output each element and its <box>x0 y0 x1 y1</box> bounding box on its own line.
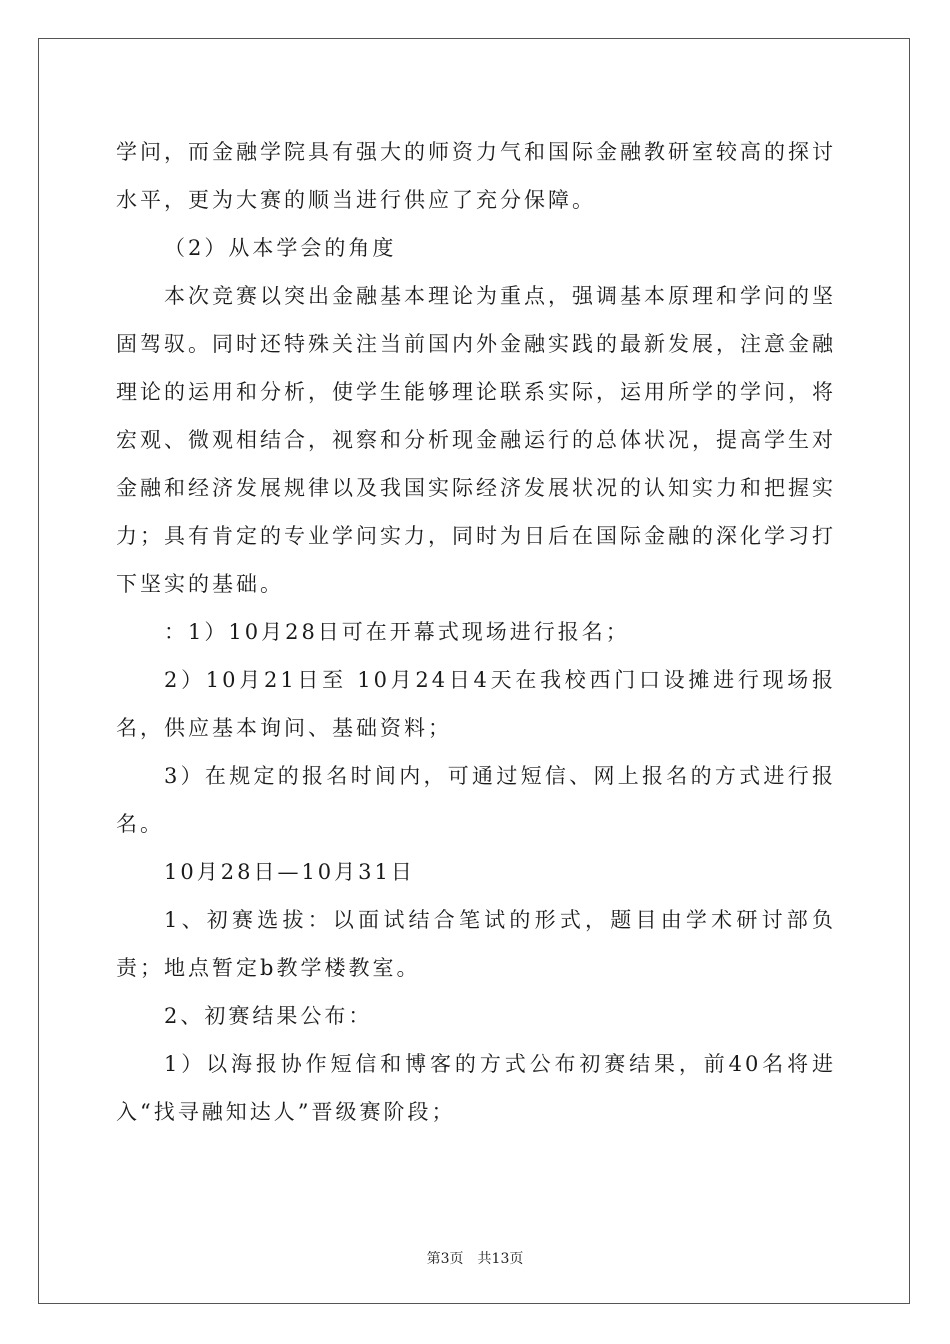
paragraph-8: 1、初赛选拔：以面试结合笔试的形式，题目由学术研讨部负责；地点暂定b教学楼教室。 <box>116 908 836 980</box>
paragraph-7-date: 10月28日—10月31日 <box>164 860 415 884</box>
document-body <box>116 128 836 1136</box>
paragraph-4: ：1）10月28日可在开幕式现场进行报名； <box>164 620 630 644</box>
paragraph-1: 学问，而金融学院具有强大的师资力气和国际金融教研室较高的探讨水平，更为大赛的顺当进行供应了充分保障。 <box>116 140 836 212</box>
page-total: 共13页 <box>477 1251 524 1267</box>
page-number: 第3页 <box>426 1251 464 1267</box>
page-footer <box>0 1248 950 1268</box>
paragraph-10: 1）以海报协作短信和博客的方式公布初赛结果，前40名将进入“找寻融知达人”晋级赛阶段； <box>116 1052 836 1124</box>
paragraph-2-heading: （2）从本学会的角度 <box>164 236 397 260</box>
paragraph-5: 2）10月21日至 10月24日4天在我校西门口设摊进行现场报名，供应基本询问、基础资料； <box>116 668 836 740</box>
paragraph-6: 3）在规定的报名时间内，可通过短信、网上报名的方式进行报名。 <box>116 764 836 836</box>
paragraph-3: 本次竞赛以突出金融基本理论为重点，强调基本原理和学问的坚固驾驭。同时还特殊关注当前国内外金融实践的最新发展，注意金融理论的运用和分析，使学生能够理论联系实际，运用所学的学问，将宏观、微观相结合，视察和分析现金融运行的总体状况，提高学生对金融和经济发展规律以及我国实际经济发展状况的认知实力和把握实力；具有肯定的专业学问实力，同时为日后在国际金融的深化学习打下坚实的基础。 <box>116 284 836 596</box>
paragraph-9: 2、初赛结果公布： <box>164 1004 373 1028</box>
